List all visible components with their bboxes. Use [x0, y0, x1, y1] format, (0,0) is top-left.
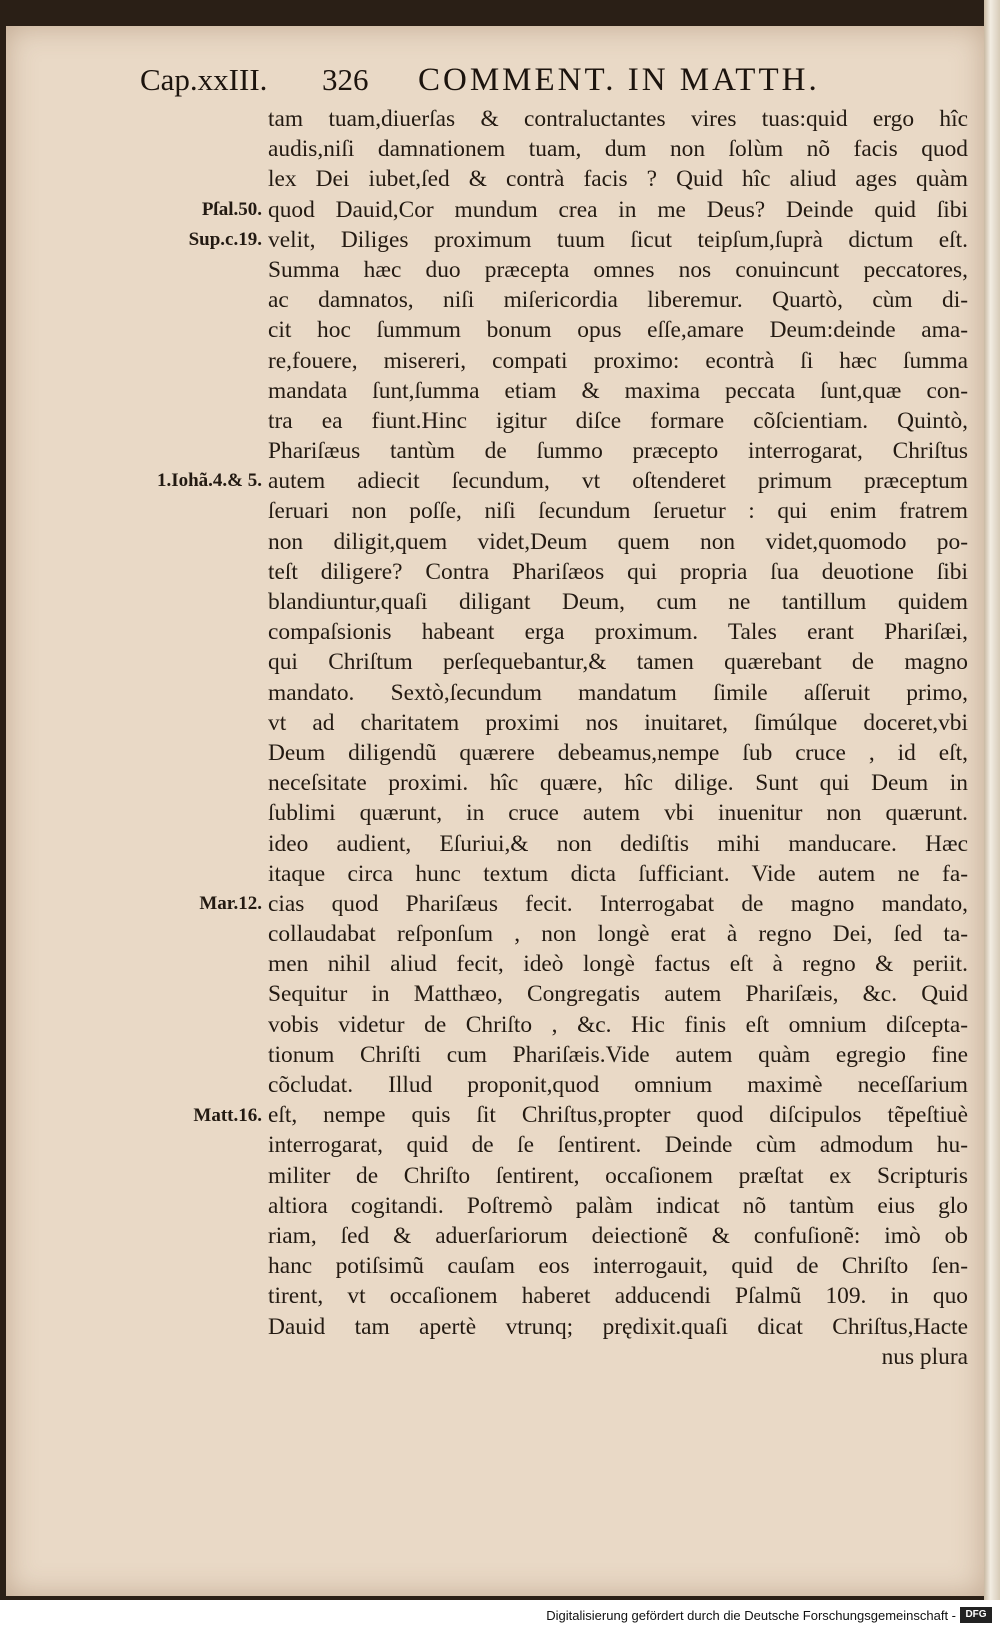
text-line: teſt diligere? Contra Phariſæos qui propria ſua deuotione ſibi	[268, 558, 968, 585]
text-line: vt ad charitatem proximi nos inuitaret, ſimúlque doceret,vbi	[268, 709, 968, 736]
text-line: eſt, nempe quis ſit Chriſtus,propter quod diſcipulos tẽpeſtiuè	[268, 1102, 968, 1129]
text-line: Dauid tam apertè vtrunq; prędixit.quaſi dicat Chriſtus,Hacte	[268, 1313, 968, 1340]
text-line: ſublimi quærunt, in cruce autem vbi inuenitur non quærunt.	[268, 800, 968, 827]
text-line: mandata ſunt,ſumma etiam & maxima peccata ſunt,quæ con-	[268, 377, 968, 404]
text-line: qui Chriſtum perſequebantur,& tamen quærebant de magno	[268, 649, 968, 676]
text-line: ac damnatos, niſi miſericordia liberemur. Quartò, cùm di-	[268, 287, 968, 314]
margin-note: Sup.c.19.	[188, 228, 262, 250]
page-number: 326	[322, 62, 369, 97]
text-line: autem adiecit ſecundum, vt oſtenderet primum præceptum	[268, 468, 968, 495]
text-line: velit, Diliges proximum tuum ſicut teipſum,ſuprà dictum eſt.	[268, 226, 968, 253]
text-line: riam, ſed & aduerſariorum deiectionẽ & confuſionẽ: imò ob	[268, 1222, 968, 1249]
text-line: cõcludat. Illud proponit,quod omnium maximè neceſſarium	[268, 1072, 968, 1098]
dfg-logo: DFG	[960, 1607, 992, 1623]
chapter-label: Cap.xxIII.	[140, 62, 268, 97]
text-line: itaque circa hunc textum dicta ſufficiant. Vide autem ne fa-	[268, 860, 968, 887]
running-title: COMMENT. IN MATTH.	[418, 62, 820, 98]
text-line: collaudabat reſponſum , non longè erat à regno Dei, ſed ta-	[268, 921, 968, 948]
text-line: tionum Chriſti cum Phariſæis.Vide autem quàm egregio fine	[268, 1041, 968, 1068]
text-line: blandiuntur,quaſi diligant Deum, cum ne tantillum quidem	[268, 589, 968, 615]
text-line: cias quod Phariſæus fecit. Interrogabat de magno mandato,	[268, 890, 968, 917]
footer-bar	[0, 1600, 1000, 1630]
margin-note: Matt.16.	[193, 1104, 262, 1126]
footer-credit: Digitalisierung gefördert durch die Deutsche Forschungsgemeinschaft -	[546, 1608, 956, 1623]
text-line: tirent, vt occaſionem haberet adducendi Pſalmũ 109. in quo	[268, 1283, 968, 1310]
margin-note: Mar.12.	[199, 893, 262, 915]
text-line: men nihil aliud fecit, ideò longè factus eſt à regno & periit.	[268, 951, 968, 978]
text-line: cit hoc ſummum bonum opus eſſe,amare Deum:deinde ama-	[268, 317, 968, 344]
body-text	[268, 104, 968, 1372]
text-line: vobis videtur de Chriſto , &c. Hic finis eſt omnium diſcepta-	[268, 1011, 968, 1038]
text-line: mandato. Sextò,ſecundum mandatum ſimile aſſeruit primo,	[268, 679, 968, 706]
text-line: ideo audient, Eſuriui,& non dediſtis mihi manducare. Hæc	[268, 830, 968, 857]
text-line: interrogarat, quid de ſe ſentirent. Deinde cùm admodum hu-	[268, 1132, 968, 1159]
text-line: hanc potiſsimũ cauſam eos interrogauit, quid de Chriſto ſen-	[268, 1253, 968, 1280]
text-line: lex Dei iubet,ſed & contrà facis ? Quid hîc aliud ages quàm	[268, 166, 968, 193]
text-line: Sequitur in Matthæo, Congregatis autem Phariſæis, &c. Quid	[268, 981, 968, 1008]
page-edge	[984, 0, 1000, 1600]
text-line: compaſsionis habeant erga proximum. Tales erant Phariſæi,	[268, 619, 968, 646]
text-line: tam tuam,diuerſas & contraluctantes vires tuas:quid ergo hîc	[268, 106, 968, 132]
text-line: Deum diligendũ quærere debeamus,nempe ſub cruce , id eſt,	[268, 739, 968, 766]
text-line: Summa hæc duo præcepta omnes nos conuincunt peccatores,	[268, 256, 968, 283]
text-line: Phariſæus tantùm de ſummo præcepto interrogarat, Chriſtus	[268, 438, 968, 465]
text-line: militer de Chriſto ſentirent, occaſionem præſtat ex Scripturis	[268, 1162, 968, 1189]
text-line: nus plura	[881, 1343, 968, 1370]
text-line: tra ea fiunt.Hinc igitur diſce formare cõſcientiam. Quintò,	[268, 407, 968, 434]
text-line: audis,niſi damnationem tuam, dum non ſolùm nõ facis quod	[268, 136, 968, 163]
margin-note: Pſal.50.	[201, 198, 262, 220]
running-header	[0, 62, 1000, 102]
margin-note: 1.Iohã.4.& 5.	[156, 470, 262, 492]
text-line: quod Dauid,Cor mundum crea in me Deus? Deinde quid ſibi	[268, 196, 968, 223]
text-line: non diligit,quem videt,Deum quem non videt,quomodo po-	[268, 528, 968, 555]
text-line: re,fouere, misereri, compati proximo: econtrà ſi hæc ſumma	[268, 347, 968, 374]
text-line: neceſsitate proximi. hîc quære, hîc dilige. Sunt qui Deum in	[268, 770, 968, 797]
text-line: altiora cogitandi. Poſtremò palàm indicat nõ tantùm eius glo	[268, 1192, 968, 1219]
text-line: ſeruari non poſſe, niſi ſecundum ſeruetur : qui enim fratrem	[268, 498, 968, 525]
